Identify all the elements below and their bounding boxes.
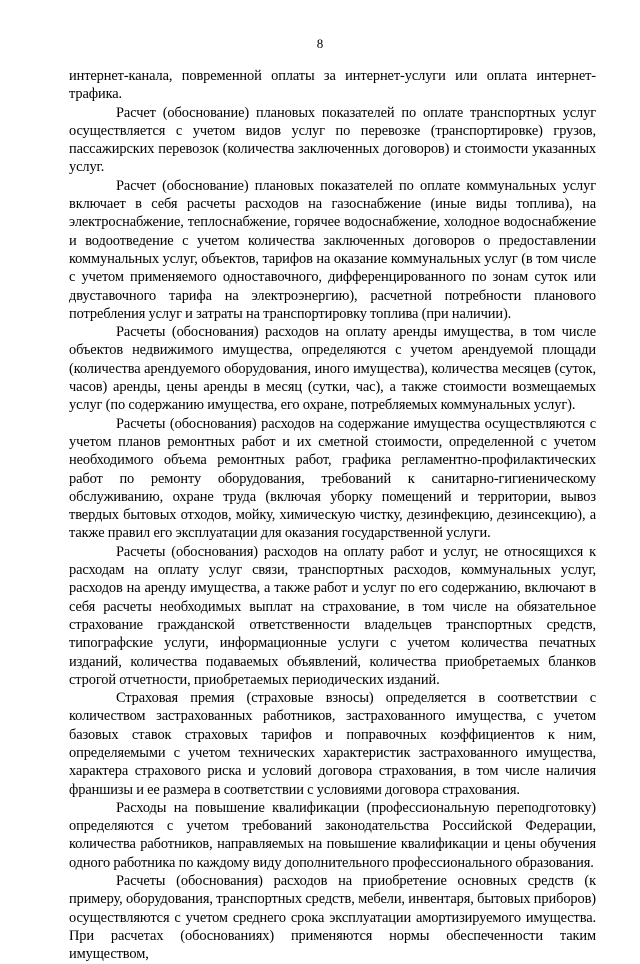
paragraph-utility-services: Расчет (обоснование) плановых показателей по оплате коммунальных услуг включает в себя расчеты расходов на газоснабжение (иные виды топлива), на электроснабжение, теплоснабжение, горячее водоснабжение, холодное водоснабжение и водоотведение с учетом количества заключенных договоров о предоставлении коммунальных услуг, объектов, тарифов на оказание коммунальных услуг (в том числе с учетом применяемого одноставочного, дифференцированного по зонам суток или двуставочного тарифа на электроэнергию), расчетной потребности планового потребления услуг и затраты на транспортировку топлива (при наличии).: [69, 177, 596, 322]
document-body: [69, 67, 596, 964]
paragraph-transport-services: Расчет (обоснование) плановых показателей по оплате транспортных услуг осуществляется с учетом видов услуг по перевозке (транспортировке) грузов, пассажирских перевозок (количества заключенных договоров) и стоимости указанных услуг.: [69, 104, 596, 176]
paragraph-fixed-assets: Расчеты (обоснования) расходов на приобретение основных средств (к примеру, оборудования, транспортных средств, мебели, инвентаря, бытовых приборов) осуществляются с учетом среднего срока эксплуатации амортизируемого имущества. При расчетах (обоснованиях) применяются нормы обеспеченности таким имуществом,: [69, 873, 596, 963]
paragraph-other-works-services: Расчеты (обоснования) расходов на оплату работ и услуг, не относящихся к расходам на оплату услуг связи, транспортных расходов, коммунальных услуг, расходов на аренду имущества, а также работ и услуг по его содержанию, включают в себя расчеты необходимых выплат на страхование, в том числе на обязательное страхование гражданской ответственности владельцев транспортных средств, типографские услуги, информационные услуги с учетом количества печатных изданий, количества подаваемых объявлений, количества приобретаемых бланков строгой отчетности, приобретаемых периодических изданий.: [69, 543, 596, 688]
paragraph-property-rent: Расчеты (обоснования) расходов на оплату аренды имущества, в том числе объектов недвижимого имущества, определяются с учетом арендуемой площади (количества арендуемого оборудования, иного имущества), количества месяцев (суток, часов) аренды, цены аренды в месяц (сутки, час), а также стоимости возмещаемых услуг (по содержанию имущества, его охране, потребляемых коммунальных услуг).: [69, 324, 596, 414]
paragraph-continuation: интернет-канала, повременной оплаты за интернет-услуги или оплата интернет-трафика.: [69, 68, 596, 103]
paragraph-insurance-premium: Страховая премия (страховые взносы) определяется в соответствии с количеством застрахованных работников, застрахованного имущества, с учетом базовых ставок страховых тарифов и поправочных коэффициентов к ним, определяемыми с учетом технических характеристик застрахованного имущества, характера страхового риска и условий договора страхования, в том числе наличия франшизы и ее размера в соответствии с условиями договора страхования.: [69, 690, 596, 798]
paragraph-qualification-training: Расходы на повышение квалификации (профессиональную переподготовку) определяются с учетом требований законодательства Российской Федерации, количества работников, направляемых на повышение квалификации и цены обучения одного работника по каждому виду дополнительного профессионального образования.: [69, 799, 596, 871]
paragraph-property-maintenance: Расчеты (обоснования) расходов на содержание имущества осуществляются с учетом планов ремонтных работ и их сметной стоимости, определенной с учетом необходимого объема ремонтных работ, графика регламентно-профилактических работ по ремонту оборудования, требований к санитарно-гигиеническому обслуживанию, охране труда (включая уборку помещений и территории, вывоз твердых бытовых отходов, мойку, химическую чистку, дезинфекцию, дезинсекцию), а также правил его эксплуатации для оказания государственной услуги.: [69, 415, 596, 542]
page-number: 8: [316, 36, 324, 51]
